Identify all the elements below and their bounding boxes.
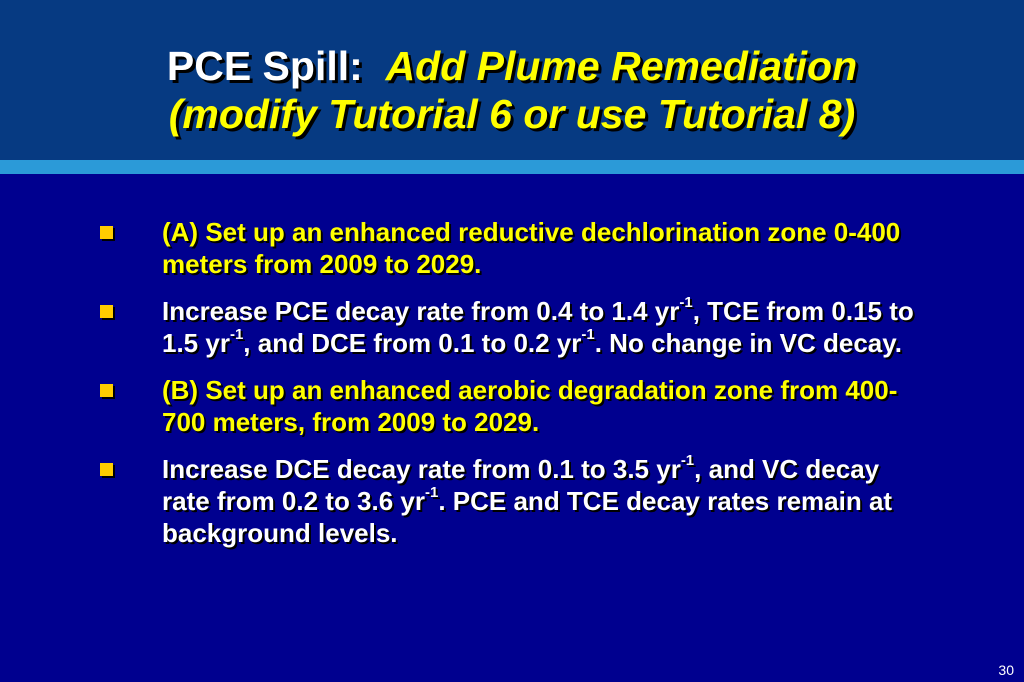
bullet-item-a — [96, 216, 916, 280]
square-bullet-icon — [100, 384, 113, 397]
square-bullet-icon — [100, 305, 113, 318]
bullet-text-part: , and VC decay rate from 0.2 to 3.6 yr — [162, 454, 880, 516]
superscript: -1 — [680, 452, 695, 470]
bullet-text-part: Increase DCE decay rate from 0.1 to 3.5 yr — [162, 454, 681, 484]
bullet-text-part: . No change in VC decay. — [594, 328, 902, 358]
title-prefix: PCE Spill: — [166, 43, 363, 89]
bullet-item-b — [96, 374, 916, 438]
bullet-item-reductive-rates — [96, 295, 916, 359]
square-bullet-icon — [100, 226, 113, 239]
bullet-text-part: . PCE and TCE decay rates remain at background levels. — [162, 486, 893, 548]
bullet-text-part: , TCE from 0.15 to 1.5 yr — [162, 296, 914, 358]
bullet-text-part: Increase PCE decay rate from 0.4 to 1.4 yr — [162, 296, 680, 326]
bullet-text-part: , and DCE from 0.1 to 0.2 yr — [243, 328, 582, 358]
bullet-list — [96, 216, 916, 564]
title-divider — [0, 160, 1024, 174]
superscript: -1 — [581, 326, 595, 344]
slide-number: 30 — [998, 662, 1014, 678]
title-emphasis: Add Plume Remediation — [385, 43, 858, 89]
bullet-text: (A) Set up an enhanced reductive dechlorination zone 0-400 meters from 2009 to 2029. — [162, 217, 901, 279]
bullet-text: (B) Set up an enhanced aerobic degradation zone from 400-700 meters, from 2009 to 2029. — [162, 375, 898, 437]
slide-title — [0, 42, 1024, 138]
bullet-item-aerobic-rates — [96, 453, 916, 549]
title-line-1 — [0, 42, 1024, 90]
superscript: -1 — [229, 326, 244, 344]
title-line-2: (modify Tutorial 6 or use Tutorial 8) — [168, 91, 856, 137]
superscript: -1 — [425, 484, 439, 502]
square-bullet-icon — [100, 463, 113, 476]
superscript: -1 — [679, 294, 693, 312]
